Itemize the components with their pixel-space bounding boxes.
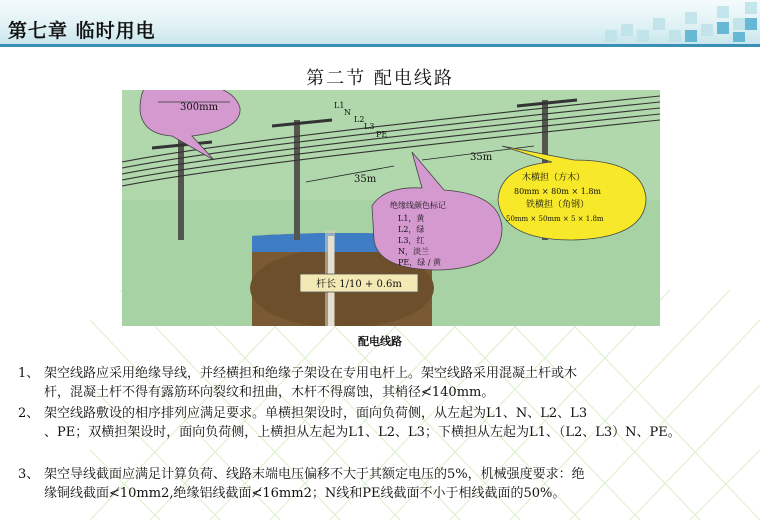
figure-caption: 配电线路 <box>358 335 402 348</box>
wire-label-l1: L1 <box>334 101 345 110</box>
color-code-line: N，淡兰 <box>398 247 429 256</box>
color-code-line: L2，绿 <box>398 225 425 234</box>
paragraph-3 <box>18 465 746 503</box>
wire-label-l3: L3 <box>364 122 375 131</box>
section-title: 第二节 配电线路 <box>306 68 454 89</box>
wire-label-n: N <box>344 108 351 117</box>
crossarm-subtitle: 铁横担（角钢） <box>526 200 590 210</box>
power-line-figure <box>122 90 660 326</box>
paragraph-text: 缘铜线截面≮10mm2,绝缘铝线截面≮16mm2；N线和PE线截面不小于相线截面的50%。 <box>44 486 566 501</box>
pole-depth-label: 杆长 1/10 + 0.6m <box>316 279 402 290</box>
crossarm-spec: 50mm × 50mm × 5 × 1.8m <box>506 215 604 223</box>
paragraph-text: 、PE；双横担架设时，面向负荷侧，上横担从左起为L1、L2、L3；下横担从左起为L1、（L2、L3）N、PE。 <box>44 425 681 440</box>
span-35m-label: 35m <box>354 174 377 185</box>
spacing-300mm-label: 300mm <box>180 102 219 113</box>
color-code-line: PE，绿 / 黄 <box>398 258 442 267</box>
span-35m-label: 35m <box>470 152 493 163</box>
paragraph-number: 3、 <box>18 467 40 482</box>
paragraph-2 <box>18 404 746 442</box>
crossarm-spec: 80mm × 80m × 1.8m <box>514 187 602 196</box>
paragraph-text: 架空线路敷设的相序排列应满足要求。单横担架设时，面向负荷侧，从左起为L1、N、L2、L3 <box>44 406 588 421</box>
color-code-line: L3，红 <box>398 236 425 245</box>
chapter-title: 第七章 临时用电 <box>8 20 156 42</box>
header-decoration <box>585 0 760 44</box>
color-code-title: 绝缘线颜色标记 <box>390 201 446 210</box>
wire-label-l2: L2 <box>354 115 365 124</box>
paragraph-1 <box>18 364 746 402</box>
paragraph-text: 杆，混凝土杆不得有露筋环向裂纹和扭曲，木杆不得腐蚀，其梢径≮140mm。 <box>44 385 495 400</box>
paragraph-text: 架空线路应采用绝缘导线，并经横担和绝缘子架设在专用电杆上。架空线路采用混凝土杆或木 <box>44 366 578 381</box>
color-code-line: L1，黄 <box>398 214 425 223</box>
wire-label-pe: PE <box>376 130 388 139</box>
pole <box>178 140 184 240</box>
paragraph-number: 1、 <box>18 366 40 381</box>
paragraph-text: 架空导线截面应满足计算负荷、线路末端电压偏移不大于其额定电压的5%，机械强度要求：绝 <box>44 467 585 482</box>
paragraph-number: 2、 <box>18 406 40 421</box>
header-bar <box>0 0 760 44</box>
crossarm-title: 木横担（方木） <box>522 173 586 183</box>
pole <box>294 120 300 240</box>
header-divider <box>0 44 760 47</box>
